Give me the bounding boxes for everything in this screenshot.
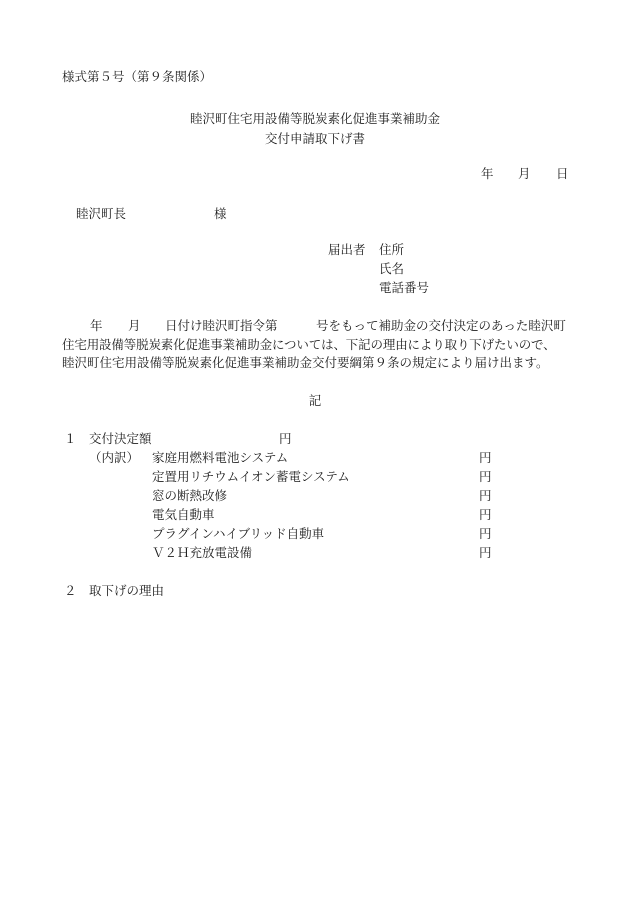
breakdown-item-unit: 円 [479,488,492,503]
applicant-name-label: 氏名 [379,261,405,276]
date-year-label: 年 [481,166,494,181]
breakdown-item-name: 電気自動車 [152,507,215,522]
breakdown-item-name: プラグインハイブリッド自動車 [152,526,325,541]
addressee-name: 睦沢町長 [76,206,127,221]
breakdown-item-unit: 円 [479,507,492,522]
section-2-number: ２ [64,583,77,598]
breakdown-item-unit: 円 [479,469,492,484]
body-line1-rest: 号をもって補助金の交付決定のあった睦沢町 [316,318,566,333]
form-subtitle: 交付申請取下げ書 [264,131,365,146]
body-dated-prefix: 日付け睦沢町指令第 [165,318,278,333]
body-line3: 睦沢町住宅用設備等脱炭素化促進事業補助金交付要綱第９条の規定により届け出ます。 [62,355,549,370]
form-title: 睦沢町住宅用設備等脱炭素化促進事業補助金 [189,111,440,126]
breakdown-item-unit: 円 [479,450,492,465]
body-line2: 住宅用設備等脱炭素化促進事業補助金については、下記の理由により取り下げたいので、 [62,337,556,352]
body-year: 年 [90,318,103,333]
date-month-label: 月 [518,166,531,181]
breakdown-item-unit: 円 [479,545,492,560]
applicant-label: 届出者 [328,242,366,257]
body-month: 月 [128,318,141,333]
applicant-phone-label: 電話番号 [379,280,430,295]
date-day-label: 日 [556,166,569,181]
breakdown-item-name: 家庭用燃料電池システム [152,450,289,465]
section-1-number: １ [64,431,77,446]
breakdown-item-name: Ｖ２Ｈ充放電設備 [152,545,253,560]
addressee-honorific: 様 [214,206,227,221]
section-1-unit: 円 [279,431,292,446]
ki-heading: 記 [308,393,322,408]
applicant-address-label: 住所 [379,242,405,257]
section-1-label: 交付決定額 [89,431,152,446]
breakdown-item-name: 窓の断熱改修 [152,488,228,503]
section-2-label: 取下げの理由 [89,583,165,598]
breakdown-label: （内訳） [89,450,140,465]
breakdown-item-unit: 円 [479,526,492,541]
form-number: 様式第５号（第９条関係） [62,69,213,84]
breakdown-item-name: 定置用リチウムイオン蓄電システム [152,469,350,484]
